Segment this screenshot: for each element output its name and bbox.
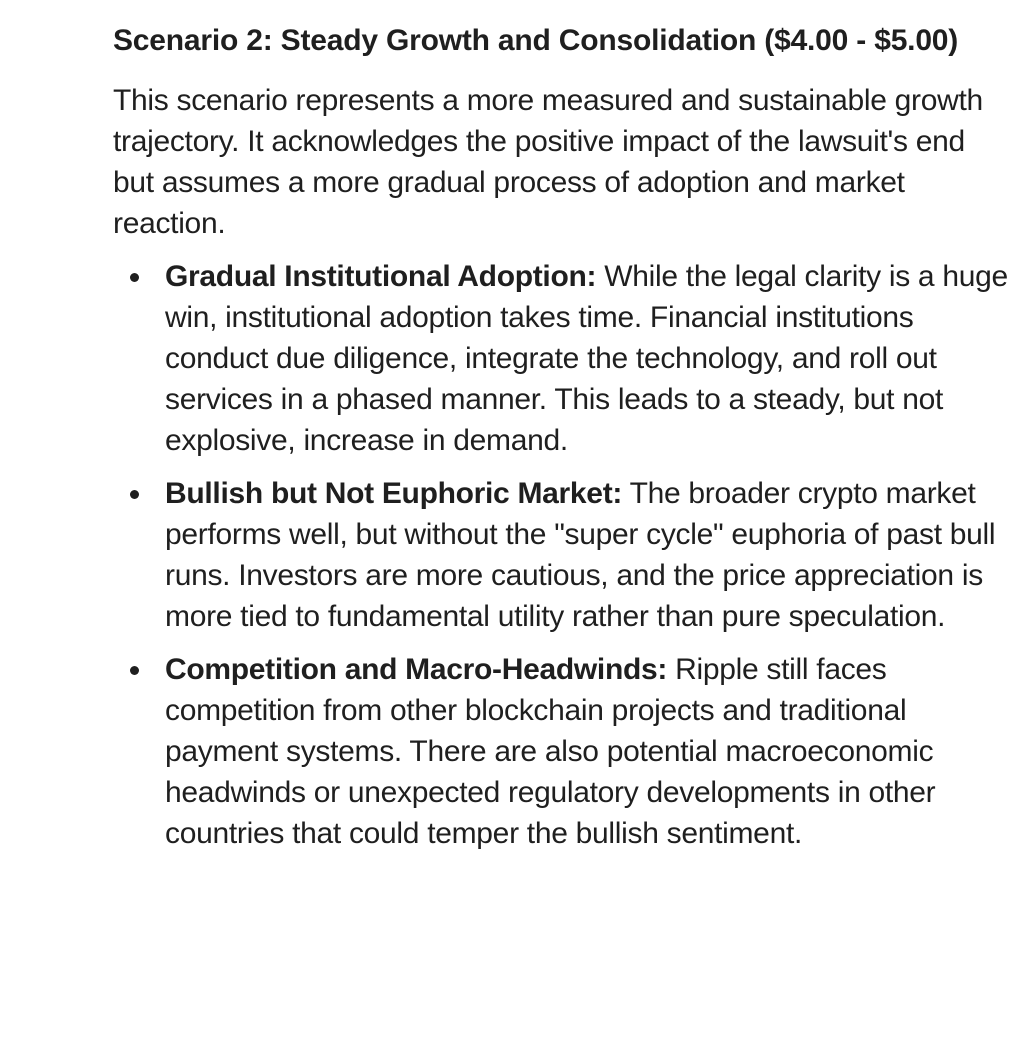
bullet-dot-icon [130,273,139,282]
bullet-dot-icon [130,490,139,499]
scenario-heading: Scenario 2: Steady Growth and Consolidation ($4.00 - $5.00) [113,24,959,57]
factor-list [113,256,1013,854]
list-item-title: Gradual Institutional Adoption: [165,260,597,293]
list-item-text: The broader crypto market performs well, but without the "super cycle" euphoria of past bull runs. Investors are more cautious, and the price appreciation is more tied to fundamental utility rather than pure speculation. [165,477,996,633]
list-item-title: Competition and Macro-Headwinds: [165,653,668,686]
bullet-dot-icon [130,666,139,675]
list-item-text: While the legal clarity is a huge win, institutional adoption takes time. Financial institutions conduct due diligence, integrate the technology, and roll out services in a phased manner. This leads to a steady, but not explosive, increase in demand. [165,260,1008,457]
scenario-intro: This scenario represents a more measured and sustainable growth trajectory. It acknowledges the positive impact of the lawsuit's end but assumes a more gradual process of adoption and market reaction. [113,84,983,240]
list-item [165,473,1013,637]
list-item [165,256,1013,461]
list-item-text: Ripple still faces competition from other blockchain projects and traditional payment systems. There are also potential macroeconomic headwinds or unexpected regulatory developments in other countries that could temper the bullish sentiment. [165,653,936,850]
list-item-title: Bullish but Not Euphoric Market: [165,477,623,510]
response-content [113,22,1013,866]
list-item [165,649,1013,854]
